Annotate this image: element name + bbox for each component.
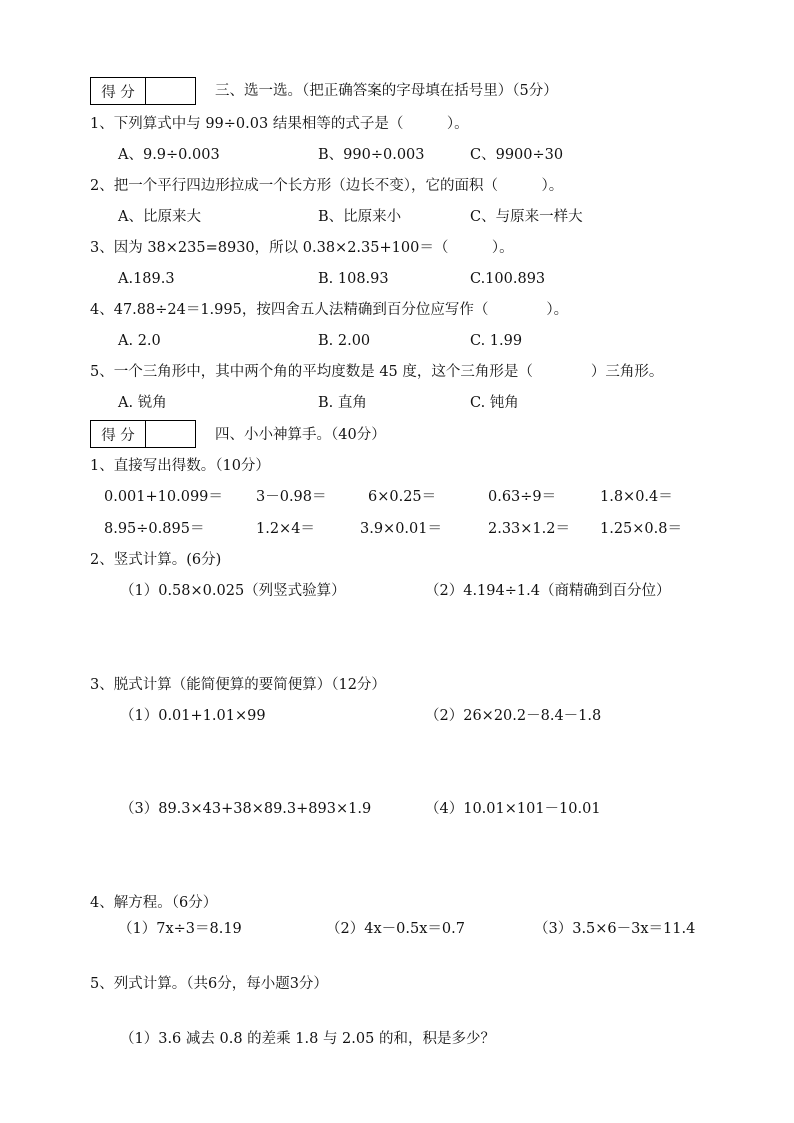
part-title: 2、竖式计算。(6分) bbox=[90, 552, 222, 568]
question-stem: 4、47.88÷24＝1.995，按四舍五人法精确到百分位应写作（ ）。 bbox=[90, 302, 569, 318]
option-c: C. 钝角 bbox=[470, 395, 519, 411]
score-box bbox=[90, 77, 196, 105]
option-c: C、9900÷30 bbox=[470, 147, 564, 163]
oral-item: 1.8×0.4＝ bbox=[600, 489, 673, 505]
step-calc-item: （1）0.01+1.01×99 bbox=[120, 708, 266, 724]
score-label: 得 分 bbox=[91, 421, 146, 447]
oral-item: 3－0.98＝ bbox=[256, 489, 327, 505]
step-calc-item: （2）26×20.2－8.4－1.8 bbox=[425, 708, 602, 724]
part-title: 5、列式计算。（共6分，每小题3分） bbox=[90, 976, 328, 992]
score-label: 得 分 bbox=[91, 78, 146, 104]
oral-item: 8.95÷0.895＝ bbox=[104, 521, 205, 537]
question-stem: 2、把一个平行四边形拉成一个长方形（边长不变），它的面积（ ）。 bbox=[90, 178, 564, 194]
option-a: A.189.3 bbox=[118, 271, 175, 287]
option-a: A、比原来大 bbox=[118, 209, 201, 225]
oral-item: 1.25×0.8＝ bbox=[600, 521, 682, 537]
section-title: 四、小小神算手。（40分） bbox=[215, 427, 386, 443]
score-box bbox=[90, 420, 196, 448]
step-calc-item: （4）10.01×101－10.01 bbox=[425, 801, 601, 817]
option-b: B. 108.93 bbox=[318, 271, 389, 287]
question-stem: 3、因为 38×235=8930，所以 0.38×2.35+100＝（ ）。 bbox=[90, 240, 514, 256]
oral-item: 1.2×4＝ bbox=[256, 521, 315, 537]
oral-item: 3.9×0.01＝ bbox=[360, 521, 442, 537]
option-c: C.100.893 bbox=[470, 271, 546, 287]
option-a: A. 锐角 bbox=[118, 395, 167, 411]
score-blank[interactable] bbox=[146, 421, 195, 447]
step-calc-item: （3）89.3×43+38×89.3+893×1.9 bbox=[120, 801, 372, 817]
oral-item: 6×0.25＝ bbox=[368, 489, 437, 505]
option-a: A、9.9÷0.003 bbox=[118, 147, 220, 163]
oral-item: 0.63÷9＝ bbox=[488, 489, 557, 505]
option-b: B、990÷0.003 bbox=[318, 147, 425, 163]
word-problem-item: （1）3.6 减去 0.8 的差乘 1.8 与 2.05 的和，积是多少？ bbox=[120, 1031, 495, 1047]
option-c: C、与原来一样大 bbox=[470, 209, 583, 225]
part-title: 1、直接写出得数。（10分） bbox=[90, 458, 270, 474]
option-a: A. 2.0 bbox=[118, 333, 161, 349]
part-title: 4、解方程。（6分） bbox=[90, 895, 218, 911]
option-b: B. 直角 bbox=[318, 395, 367, 411]
oral-item: 0.001+10.099＝ bbox=[104, 489, 223, 505]
section-title: 三、选一选。（把正确答案的字母填在括号里）（5分） bbox=[215, 83, 558, 99]
vertical-calc-item: （1）0.58×0.025（列竖式验算） bbox=[120, 583, 346, 599]
equation-item: （1）7x÷3＝8.19 bbox=[118, 921, 242, 937]
option-b: B、比原来小 bbox=[318, 209, 402, 225]
question-stem: 5、一个三角形中，其中两个角的平均度数是 45 度，这个三角形是（ ）三角形。 bbox=[90, 364, 664, 380]
option-c: C. 1.99 bbox=[470, 333, 523, 349]
vertical-calc-item: （2）4.194÷1.4（商精确到百分位） bbox=[425, 583, 671, 599]
equation-item: （2）4x－0.5x＝0.7 bbox=[326, 921, 465, 937]
question-stem: 1、下列算式中与 99÷0.03 结果相等的式子是（ ）。 bbox=[90, 116, 469, 132]
oral-item: 2.33×1.2＝ bbox=[488, 521, 570, 537]
score-blank[interactable] bbox=[146, 78, 195, 104]
part-title: 3、脱式计算（能简便算的要简便算）（12分） bbox=[90, 677, 386, 693]
option-b: B. 2.00 bbox=[318, 333, 371, 349]
equation-item: （3）3.5×6－3x＝11.4 bbox=[534, 921, 696, 937]
